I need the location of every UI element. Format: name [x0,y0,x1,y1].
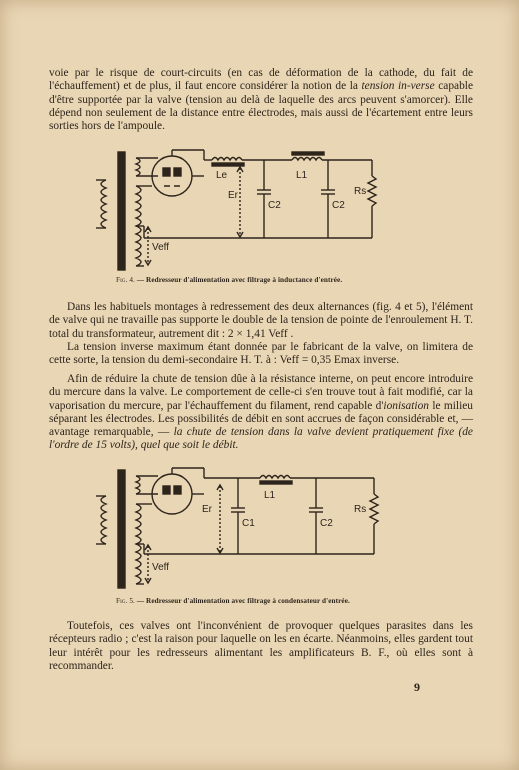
primary-coil [101,496,106,544]
figure-5-caption-text: — Redresseur d'alimentation avec filtrage à condensateur d'entrée. [134,597,350,605]
fig5-label-rs: Rs [354,504,367,515]
figure-5-caption [116,597,350,605]
fig4-label-rs: Rs [354,186,367,197]
load-resistor [370,494,378,524]
figure-4-circuit [92,146,392,272]
primary-coil [101,180,106,228]
load-resistor [368,176,376,206]
paragraph-4-part-b: le milieu séparant les électrodes. Les possibilités de débit en sont accrues de façon considérable et, — avantage remarquable, — [49,399,473,439]
fig4-label-c2b: C2 [332,200,345,211]
paragraph-1-text: voie par le risque de court-circuits (en cas de déformation de la cathode, du fait de l'échauffement) et de plus, il faut encore considérer la notion de la tension in-verse capable d'être supportée par la valve (tension au delà de laquelle des arcs peuvent s'amorcer). Elle dépend non seulement de la distance entre électrodes, mais aussi de l'écartement entre leurs sorties hors de l'ampoule. [49,67,473,133]
paragraph-4-text [49,373,473,453]
fig5-label-c2: C2 [320,518,333,529]
fig5-label-l1: L1 [264,490,276,501]
paragraph-2-text: Dans les habituels montages à redressement des deux alternances (fig. 4 et 5), l'élément de valve qui ne travaille pas supporte le double de la tension de pointe de l'enroulement H. T. total du transformateur, autrement dit : 2 × 1,41 Veff . [49,301,473,340]
paragraph-1-italic: tension in-verse [361,80,435,93]
fig5-label-c1: C1 [242,518,255,529]
fig4-label-er: Er [228,190,238,201]
fig4-label-le: Le [216,170,228,181]
figure-4-number: Fig. 4. [116,276,135,284]
paragraph-5-text: Toutefois, ces valves ont l'inconvénient de provoquer quelques parasites dans les récepteurs radio ; c'est la raison pour laquelle on les en écarte. Néanmoins, elles gardent tout leur intérêt pour les redresseurs alimentant les amplificateurs B. F., où elles sont à recommander. [49,620,473,672]
paragraph-2 [49,301,473,341]
figure-5-circuit [92,464,392,592]
paragraph-4-part-a: Afin de réduire la chute de tension dûe à la résistance interne, on peut encore introduire du mercure dans la valve. Le comportement de celle-ci s'en trouve tout à fait modifié, car la vaporisation du mercure, par l'échauffement du filament, rend capable d' [49,373,473,412]
paragraph-4-italic: la chute de tension dans la valve devient pratiquement fixe (de l'ordre de 15 volts), quel que soit le débit. [49,426,473,452]
fig4-label-veff: Veff [152,242,170,253]
paragraph-4 [49,373,473,453]
paragraph-3-text: La tension inverse maximum étant donnée par le fabricant de la valve, on limitera de cette sorte, la tension du demi-secondaire H. T. à : Veff = 0,35 Emax inverse. [49,341,473,367]
transformer-core [118,470,125,588]
fig5-label-er: Er [202,504,212,515]
figure-4-caption [116,276,342,284]
paragraph-1 [49,67,473,133]
paragraph-4-ionisation: ionisation [383,399,429,412]
fig5-label-veff: Veff [152,562,170,573]
transformer-core [118,152,125,270]
figure-4-caption-text: — Redresseur d'alimentation avec filtrage à inductance d'entrée. [134,276,343,284]
page-number: 9 [414,680,420,694]
fig4-label-l1: L1 [296,170,308,181]
figure-5-number: Fig. 5. [116,597,135,605]
paragraph-3 [49,341,473,368]
fig4-label-c2a: C2 [268,200,281,211]
paragraph-5 [49,620,473,673]
